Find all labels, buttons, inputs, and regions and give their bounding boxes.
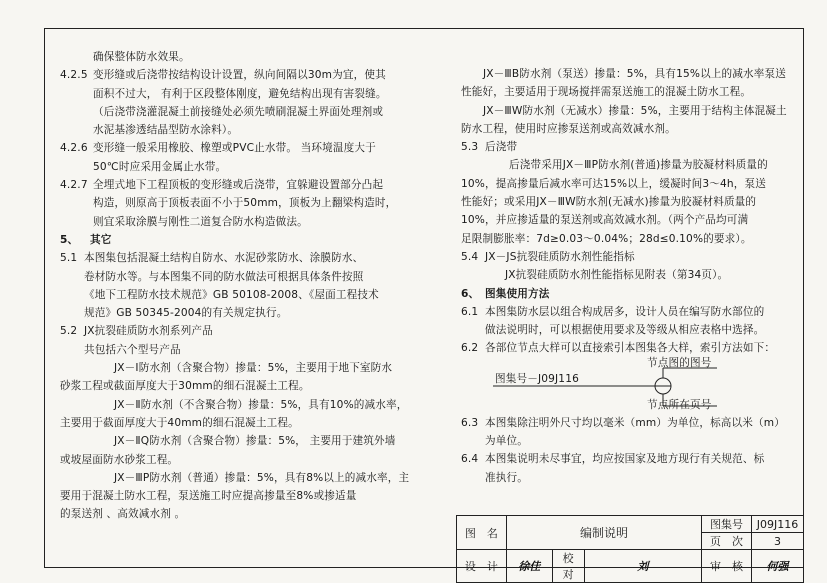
label-atlas-no: 图集号: [702, 516, 752, 533]
clause-6-4: [461, 450, 796, 487]
clause-title: 后浇带: [485, 141, 518, 154]
text-line: 则宜采取涂膜与刚性二道复合防水构造做法。: [93, 215, 308, 228]
clause-number: 5.4: [461, 250, 479, 263]
label-designer: 设 计: [457, 550, 507, 583]
clause-number: 5.3: [461, 141, 479, 154]
section-title: 图集使用方法: [485, 287, 550, 300]
text-line: （后浇带浇灌混凝土前接缝处必须先喷刷混凝土界面处理剂或: [93, 105, 384, 118]
reviewer-signature: 何强: [751, 550, 803, 583]
text-line: 防水工程，使用时应掺泵送剂或高效减水剂。: [461, 122, 676, 135]
text-line: 砂浆工程或截面厚度大于30mm的细石混凝土工程。: [60, 380, 310, 393]
clause-number: 6.1: [461, 305, 479, 318]
section-title: 其它: [90, 233, 112, 246]
label-reviewer: 审 核: [702, 550, 752, 583]
diagram-label-bottom: 节点所在页号: [647, 398, 712, 411]
right-column: [461, 65, 796, 487]
clause-number: 6.3: [461, 416, 479, 429]
text-line: 主要用于截面厚度大于40mm的细石混凝土工程。: [60, 416, 299, 429]
text-line: 为单位。: [485, 435, 528, 448]
text-line: 各部位节点大样可以直接索引本图集各大样，索引方法如下：: [485, 342, 776, 355]
atlas-number: J09J116: [751, 516, 803, 533]
title-block: [456, 515, 804, 583]
text-line: 本图集防水层以组合构成居多，设计人员在编写防水部位的: [485, 305, 765, 318]
label-checker: 校 对: [552, 550, 584, 583]
clause-4-2-5: [60, 66, 440, 139]
text-line: 的泵送剂 、高效减水剂 。: [60, 508, 186, 521]
text-line: JX－ⅢB防水剂（泵送）掺量：5%，具有15%以上的减水率泵送: [483, 68, 787, 80]
text-line: JX－Ⅰ防水剂（含聚合物）掺量：5%，主要用于地下室防水: [114, 362, 393, 375]
section-number: 5、: [60, 233, 79, 246]
designer-signature: 徐佳: [506, 550, 552, 583]
text-line: 或坡屋面防水砂浆工程。: [60, 453, 179, 466]
diagram-label-top: 节点图的图号: [647, 356, 712, 369]
clause-6-3: [461, 414, 796, 451]
text-line: 《地下工程防水技术规范》GB 50108-2008、《屋面工程技术: [84, 288, 379, 301]
clause-number: 4.2.5: [60, 69, 88, 82]
clause-5-3: [461, 138, 796, 156]
text-line: 10%，提高掺量后减水率可达15%以上，缓凝时间3～4h，泵送: [461, 177, 766, 190]
clause-title: JX－JS抗裂硅质防水剂性能指标: [485, 250, 635, 263]
text-line: 规范》GB 50345-2004的有关规定执行。: [84, 307, 288, 320]
text-line: 面积不过大， 有利于区段整体刚度，避免结构出现有害裂缝。: [93, 87, 387, 100]
index-symbol-diagram: [485, 358, 796, 414]
text-line: 50℃时应采用金属止水带。: [93, 160, 227, 173]
clause-6-1: [461, 303, 796, 340]
text-line: 共包括六个型号产品: [84, 343, 181, 356]
text-line: 准执行。: [485, 471, 528, 484]
text-line: 本图集除注明外尺寸均以毫米（mm）为单位，标高以米（m）: [485, 416, 786, 429]
text-line: 做法说明时，可以根据使用要求及等级从相应表格中选择。: [485, 324, 765, 337]
clause-title: JX抗裂硅质防水剂系列产品: [84, 325, 213, 338]
left-column: [60, 48, 440, 524]
clause-number: 6.2: [461, 342, 479, 355]
clause-5-4: [461, 248, 796, 266]
label-page: 页 次: [702, 533, 752, 550]
text-line: 卷材防水等。与本图集不同的防水做法可根据具体条件按照: [84, 270, 364, 283]
text-line: 全埋式地下工程顶板的变形缝或后浇带，宜躲避设置部分凸起: [93, 179, 384, 192]
clause-number: 6.4: [461, 453, 479, 466]
text-line: 本图集说明未尽事宜，均应按国家及地方现行有关规范、标: [485, 453, 765, 466]
section-number: 6、: [461, 287, 480, 300]
clause-number: 5.2: [60, 325, 78, 338]
clause-4-2-6: [60, 139, 440, 176]
section-5-heading: [60, 231, 440, 249]
text-line: 确保整体防水效果。: [93, 51, 190, 63]
text-line: 性能好；或采用JX－ⅢW防水剂(无减水)掺量为胶凝材料质量的: [461, 196, 757, 209]
clause-number: 5.1: [60, 252, 78, 265]
text-line: 后浇带采用JX－ⅢP防水剂(普通)掺量为胶凝材料质量的: [509, 159, 768, 172]
text-line: JX－Ⅱ防水剂（不含聚合物）掺量：5%，具有10%的减水率，: [114, 398, 408, 411]
clause-number: 4.2.6: [60, 142, 88, 155]
text-line: 本图集包括混凝土结构自防水、水泥砂浆防水、涂膜防水、: [84, 252, 364, 265]
text-line: JX抗裂硅质防水剂性能指标见附表（第34页）。: [505, 269, 729, 282]
text-line: JX－ⅡQ防水剂（含聚合物）掺量：5%， 主要用于建筑外墙: [114, 435, 396, 448]
text-line: 性能好，主要适用于现场搅拌需泵送施工的混凝土防水工程。: [461, 86, 752, 99]
text-line: 构造，则原高于顶板表面不小于50mm，顶板为上翻梁构造时，: [93, 197, 397, 210]
drawing-title: 编制说明: [506, 516, 701, 550]
clause-5-1: [60, 249, 440, 322]
text-line: 变形缝一般采用橡胶、橡塑或PVC止水带。 当环境温度大于: [93, 142, 376, 155]
clause-5-2: [60, 322, 440, 340]
checker-signature: 刘: [584, 550, 701, 583]
text-line: 10%，并应掺适量的泵送剂或高效减水剂。（两个产品均可满: [461, 214, 749, 227]
page-number: 3: [751, 533, 803, 550]
clause-6-2: [461, 339, 796, 357]
text-line: JX－ⅢP防水剂（普通）掺量：5%，具有8%以上的减水率，主: [114, 471, 410, 484]
label-drawing-name: 图 名: [457, 516, 507, 550]
text-line: JX－ⅢW防水剂（无减水）掺量：5%，主要用于结构主体混凝土: [483, 104, 787, 117]
clause-4-2-7: [60, 176, 440, 231]
index-label: 图集号－J09J116: [495, 372, 579, 385]
section-6-heading: [461, 285, 796, 303]
text-line: 要用于混凝土防水工程，泵送施工时应提高掺量至8%或掺适量: [60, 490, 357, 503]
clause-number: 4.2.7: [60, 179, 88, 192]
text-line: 足限制膨胀率：7d≥0.03～0.04%；28d≤0.10%的要求）。: [461, 232, 752, 245]
text-line: 水泥基渗透结晶型防水涂料）。: [93, 124, 239, 137]
text-line: 变形缝或后浇带按结构设计设置，纵向间隔以30m为宜，使其: [93, 69, 386, 82]
